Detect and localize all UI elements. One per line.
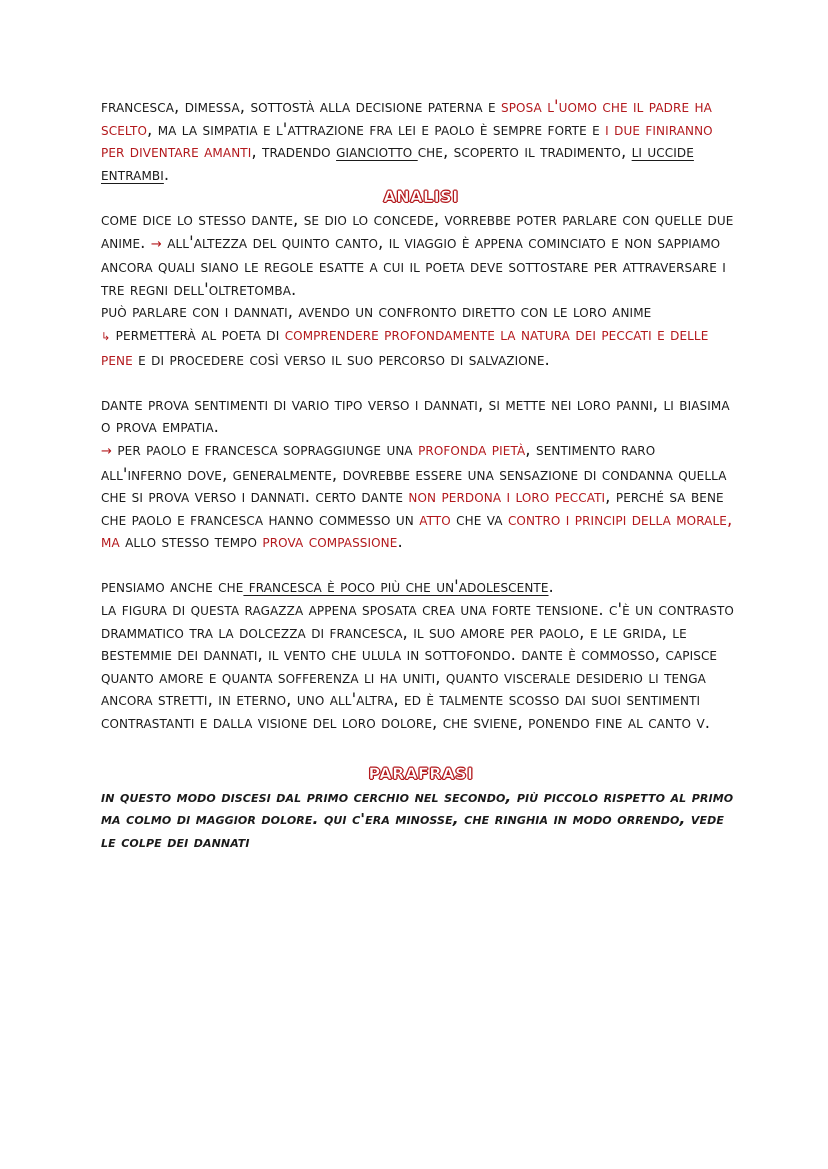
intro-text: , ma la simpatia e l'attrazione fra lei e paolo è sempre forte e — [147, 119, 606, 139]
analisi-text: allo stesso tempo — [119, 532, 263, 552]
analisi-text: . — [548, 577, 554, 597]
analisi-underline: francesca è poco più che un'adolescente — [243, 577, 549, 597]
intro-highlight: sposa l'uomo che il padre ha scelto — [101, 97, 712, 139]
analisi-paragraph-7: la figura di questa ragazza appena sposata crea una forte tensione. c'è un contrasto drammatico tra la dolcezza di francesca, il suo amore per paolo, e le grida, le bestemmie dei dannati, il vento che ulula in sottofondo. dante è commosso, capisce quanto amore e quanta sofferenza li ha uniti, quanto viscerale desiderio li tenga ancora stretti, in eterno, uno all'altra, ed è talmente scosso dai suoi sentimenti contrastanti e dalla visione del loro dolore, che sviene, ponendo fine al canto v. — [101, 600, 734, 733]
analisi-paragraph-4: dante prova sentimenti di vario tipo verso i dannati, si mette nei loro panni, li biasima o prova empatia. — [101, 394, 730, 437]
analisi-text: . — [397, 532, 403, 552]
spacer — [101, 735, 741, 758]
analisi-paragraph-1 — [101, 209, 741, 301]
parafrasi-paragraph: in questo modo discesi dal primo cerchio nel secondo, più piccolo rispetto al primo ma colmo di maggior dolore. qui c'era minosse, che ringhia in modo orrendo, vede le colpe dei dannati — [101, 787, 734, 851]
intro-text: francesca, dimessa, sottostà alla decisione paterna e — [101, 97, 501, 116]
analisi-highlight: profonda pietà — [418, 439, 526, 459]
analisi-text: che va — [450, 509, 508, 529]
analisi-text: all'altezza del quinto canto, il viaggio è appena cominciato e non sappiamo ancora quali siano le regole esatte a cui il poeta deve sottostare per attraversare i tre regni dell'oltretomba. — [101, 232, 726, 299]
analisi-text: e di procedere così verso il suo percorso di salvazione. — [132, 349, 550, 369]
intro-underline: gianciotto — [336, 142, 418, 162]
intro-highlight: i due finiranno per diventare amanti — [101, 119, 713, 162]
analisi-highlight: non perdona i loro peccati — [408, 487, 606, 507]
intro-paragraph — [101, 96, 741, 186]
arrow-right-icon: → — [150, 236, 162, 252]
analisi-heading: ANALISI — [383, 187, 459, 207]
parafrasi-heading: PARAFRASI — [368, 764, 474, 784]
intro-underline: li uccide entrambi — [101, 142, 694, 184]
spacer — [101, 371, 741, 394]
analisi-paragraph-5 — [101, 439, 741, 554]
analisi-highlight: prova compassione — [262, 532, 398, 552]
analisi-paragraph-3 — [101, 324, 741, 371]
spacer — [101, 554, 741, 577]
arrow-right-icon: → — [101, 443, 112, 459]
analisi-text: pensiamo anche che — [101, 577, 244, 597]
intro-text: , tradendo — [251, 142, 337, 162]
analisi-text: , perché sa bene che paolo e francesca hanno commesso un — [101, 487, 724, 529]
intro-text: che, scoperto il tradimento, — [417, 142, 632, 162]
analisi-highlight: comprendere profondamente la natura dei peccati e delle pene — [101, 324, 709, 369]
analisi-text: per paolo e francesca sopraggiunge una — [112, 439, 419, 459]
analisi-text: permetterà al poeta di — [110, 324, 285, 344]
analisi-paragraph-2: può parlare con i dannati, avendo un confronto diretto con le loro anime — [101, 302, 652, 322]
analisi-paragraph-6 — [101, 576, 741, 599]
analisi-highlight: atto — [419, 509, 451, 529]
intro-text: . — [163, 164, 170, 184]
document-page — [101, 96, 741, 854]
analisi-text: come dice lo stesso dante, se dio lo concede, vorrebbe poter parlare con quelle due anime. — [101, 209, 734, 252]
hook-arrow-icon: ↳ — [101, 329, 111, 343]
analisi-text: , sentimento raro all'inferno dove, generalmente, dovrebbe essere una sensazione di condanna quella che si prova verso i dannati. certo dante — [101, 439, 727, 507]
analisi-highlight: contro i principi della morale, ma — [101, 509, 733, 552]
